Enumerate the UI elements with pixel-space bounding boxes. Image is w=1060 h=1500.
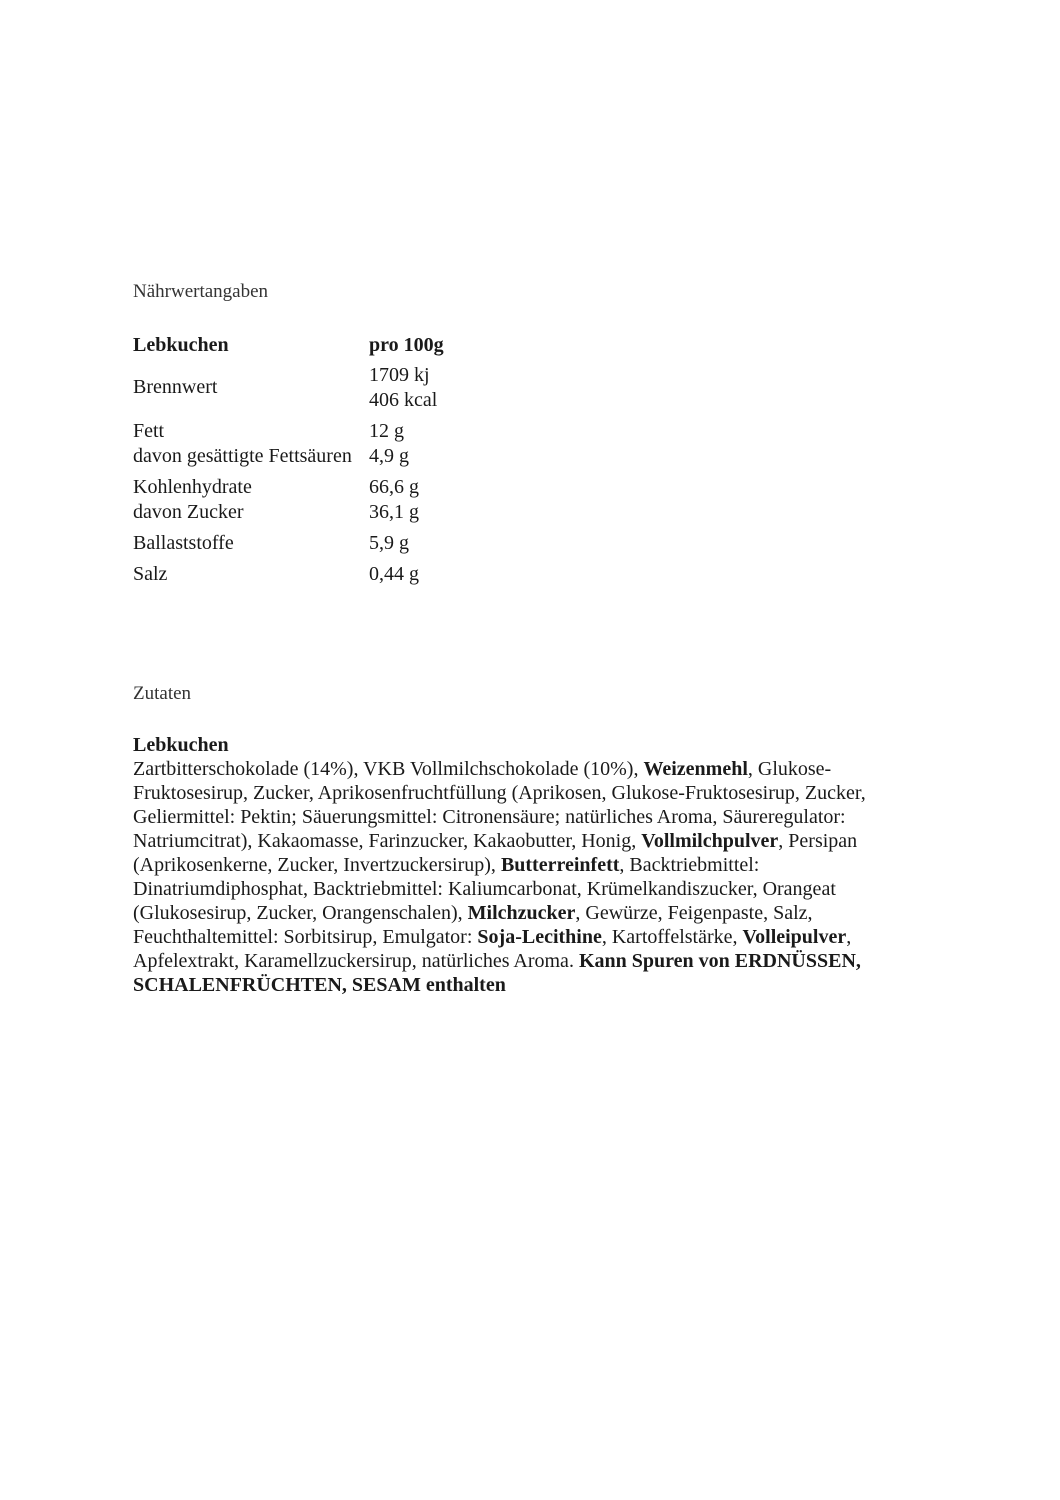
allergen-text: Butterreinfett xyxy=(500,854,620,876)
ingredient-text: , Apfelextrakt, Karamellzuckersirup, natürliches Aroma. xyxy=(133,926,852,972)
nutrition-value: 36,1 g xyxy=(369,501,419,523)
nutrition-value-kcal: 406 kcal xyxy=(369,389,438,411)
allergen-text: Milchzucker xyxy=(467,902,576,924)
nutrition-label: Ballaststoffe xyxy=(133,532,234,554)
nutrition-value: 66,6 g xyxy=(369,476,419,498)
nutrition-heading: Nährwertangaben xyxy=(133,281,269,302)
allergen-text: Volleipulver xyxy=(742,926,847,948)
nutrition-label: Kohlenhydrate xyxy=(133,476,252,498)
allergen-text: Weizenmehl xyxy=(643,758,748,780)
ingredient-text: , Gewürze, Feigenpaste, Salz, Feuchthaltemittel: Sorbitsirup, Emulgator: xyxy=(133,902,813,948)
nutrition-label: davon Zucker xyxy=(133,501,244,523)
nutrition-value: 12 g xyxy=(369,420,404,442)
nutrition-value: 5,9 g xyxy=(369,532,409,554)
nutrition-per-label: pro 100g xyxy=(369,334,444,356)
ingredient-text: , Kartoffelstärke, xyxy=(601,926,743,948)
ingredients-heading: Zutaten xyxy=(133,683,192,704)
ingredient-text: , Persipan (Aprikosenkerne, Zucker, Invertzuckersirup), xyxy=(133,830,858,876)
nutrition-label: davon gesättigte Fettsäuren xyxy=(133,445,352,467)
ingredient-text: Zartbitterschokolade (14%), VKB Vollmilchschokolade (10%), xyxy=(133,758,644,780)
nutrition-value: 4,9 g xyxy=(369,445,409,467)
ingredient-text: , Backtriebmittel: Dinatriumdiphosphat, Backtriebmittel: Kaliumcarbonat, Krümelkandiszucker, Orangeat (Glukosesirup, Zucker, Orangenschalen), xyxy=(133,854,836,924)
nutrition-label: Salz xyxy=(133,563,168,585)
nutrition-value: 0,44 g xyxy=(369,563,419,585)
allergen-text: Kann Spuren von ERDNÜSSEN, SCHALENFRÜCHTEN, SESAM enthalten xyxy=(133,950,861,996)
ingredients-product-label: Lebkuchen xyxy=(133,734,229,756)
ingredients-block xyxy=(133,733,933,997)
ingredients-text xyxy=(133,757,933,997)
allergen-text: Vollmilchpulver xyxy=(641,830,779,852)
nutrition-label: Brennwert xyxy=(133,376,218,398)
nutrition-product-label: Lebkuchen xyxy=(133,334,229,356)
nutrition-label: Fett xyxy=(133,420,165,442)
allergen-text: Soja-Lecithine xyxy=(477,926,602,948)
ingredient-text: , Glukose-Fruktosesirup, Zucker, Aprikosenfruchtfüllung (Aprikosen, Glukose-Fruktosesirup, Zucker, Geliermittel: Pektin; Säuerungsmittel: Citronensäure; natürliches Aroma, Säureregulator: Natriumcitrat), Kakaomasse, Farinzucker, Kakaobutter, Honig, xyxy=(133,758,866,852)
nutrition-value: 1709 kj xyxy=(369,364,430,386)
